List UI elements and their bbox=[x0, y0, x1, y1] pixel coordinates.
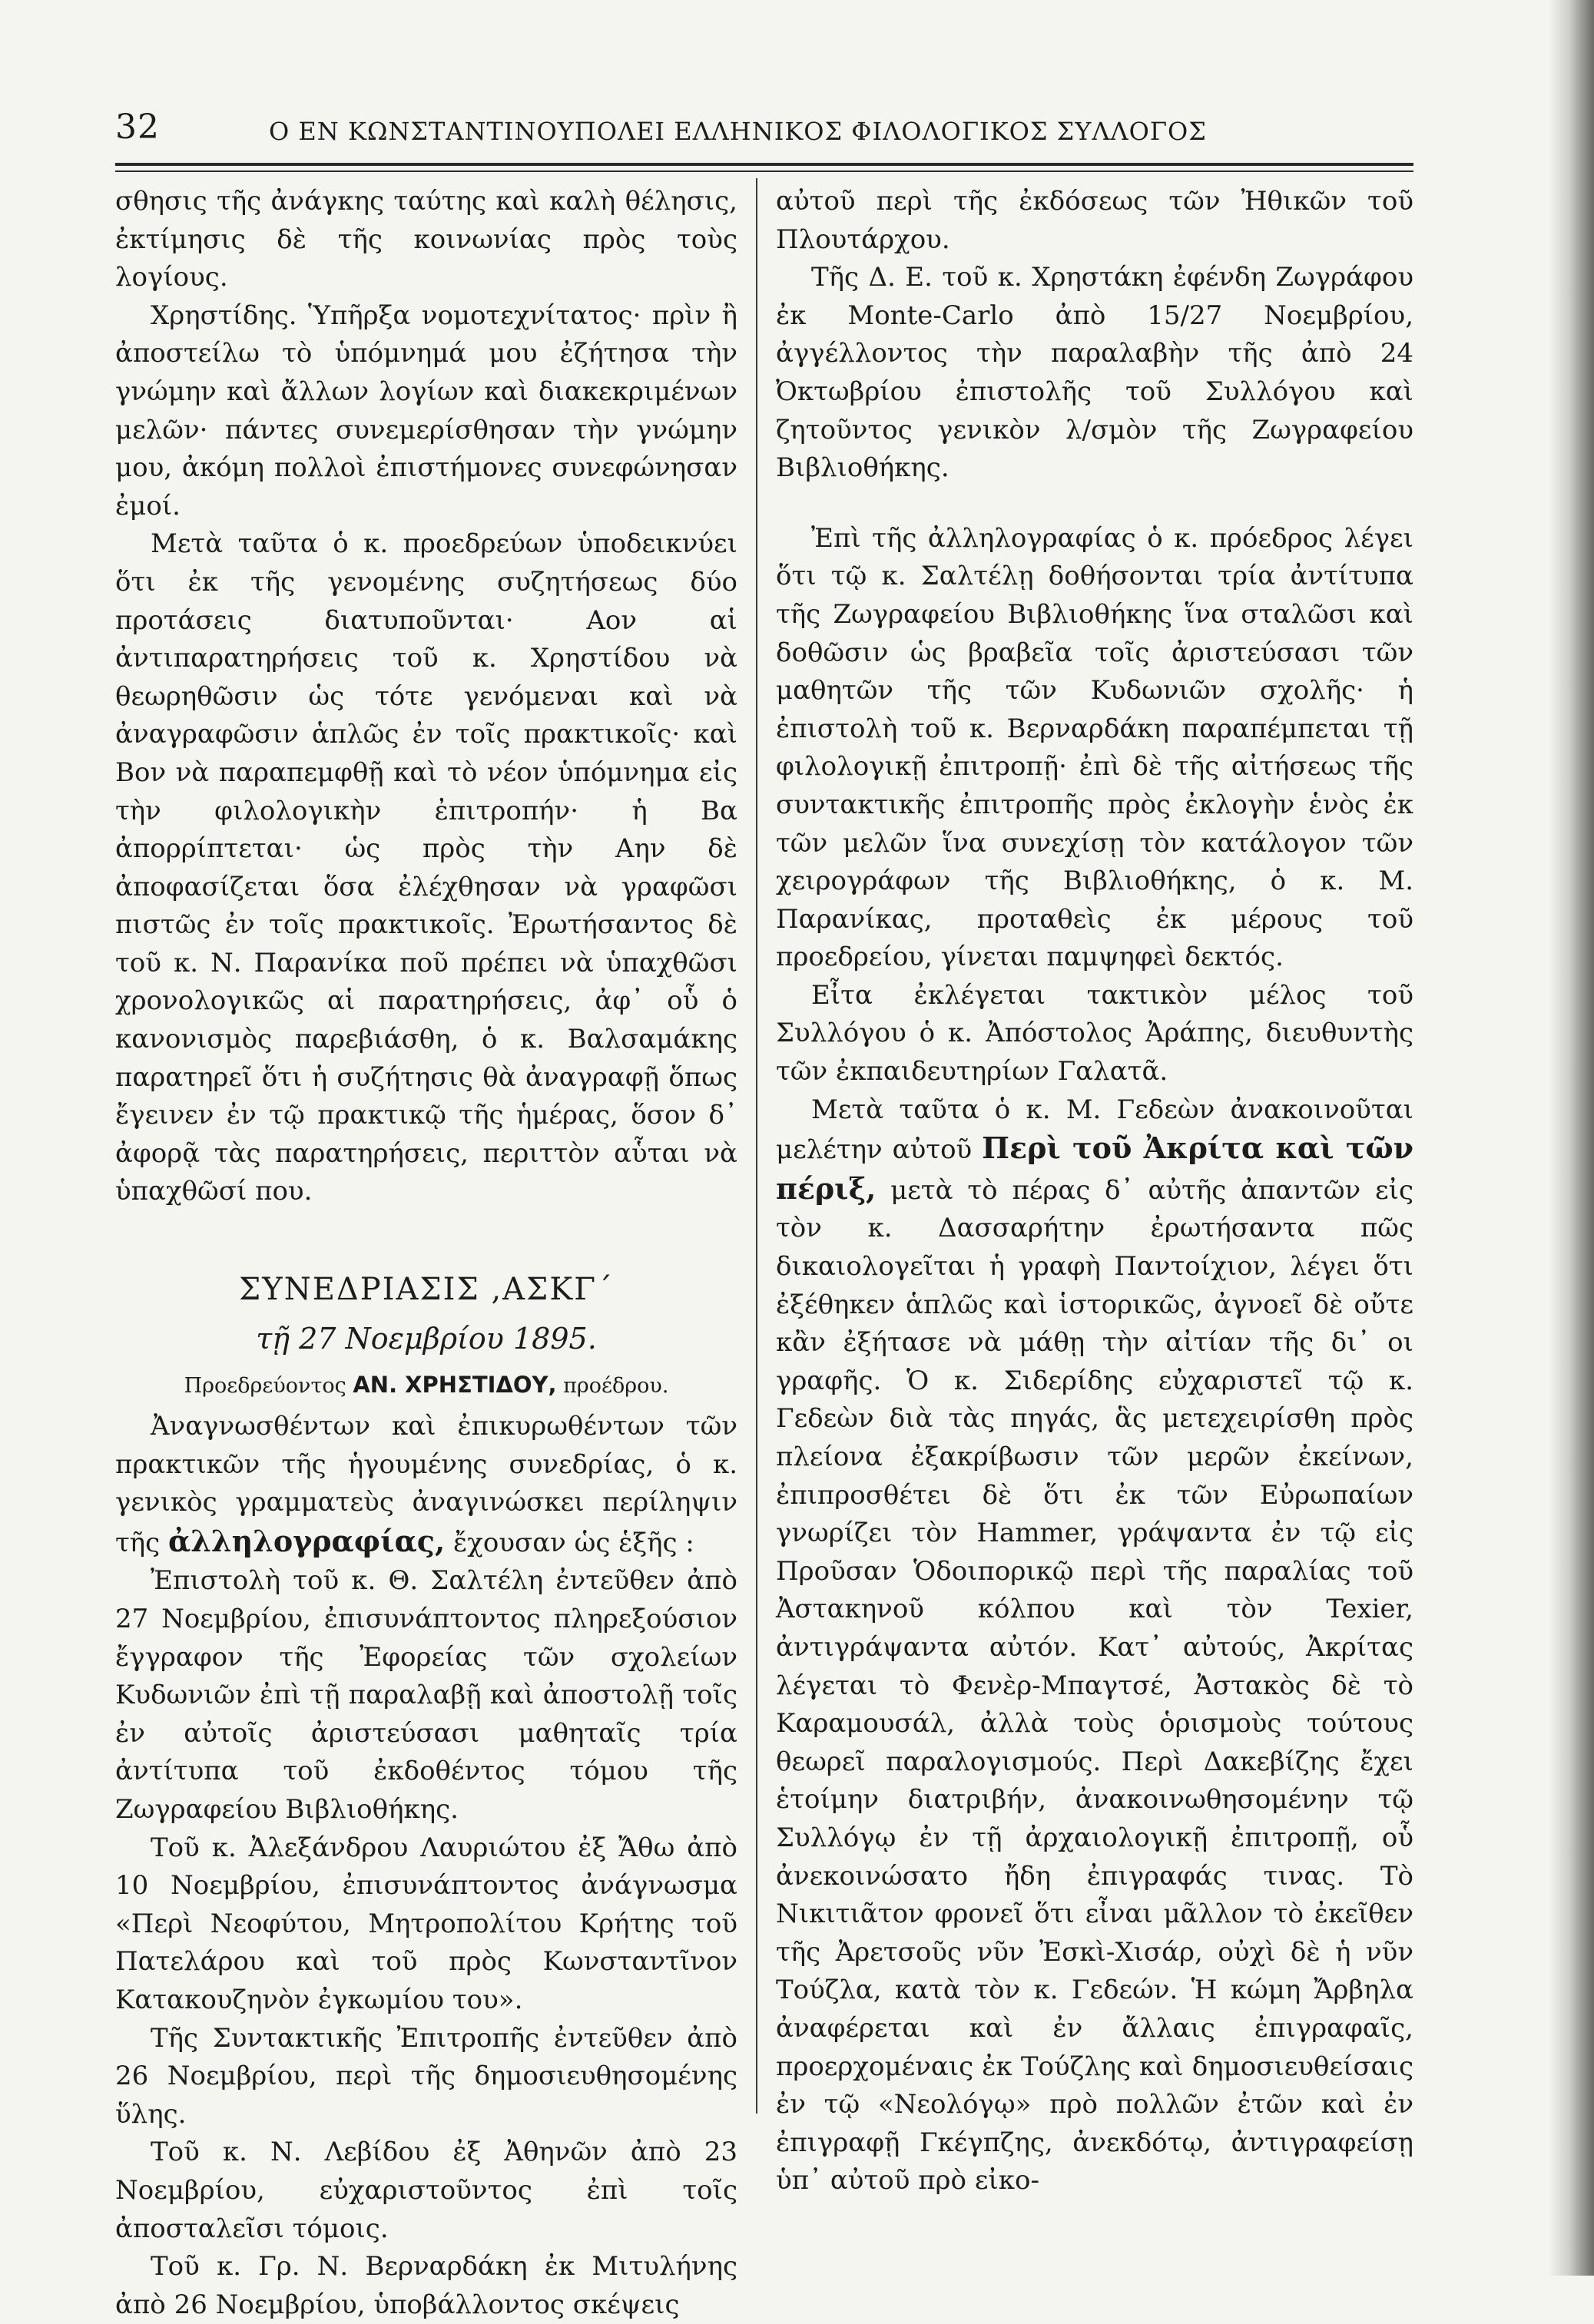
header-rule-thick bbox=[115, 163, 1413, 166]
page-number: 32 bbox=[115, 108, 160, 147]
left-column bbox=[115, 183, 737, 2324]
right-column bbox=[776, 183, 1413, 2200]
bold-title: Περὶ τοῦ Ἀκρίτα καὶ τῶν πέριξ, bbox=[776, 1131, 1413, 1206]
paragraph: Τῆς Συντακτικῆς Ἐπιτροπῆς ἐντεῦθεν ἀπὸ 26 Νοεμβρίου, περὶ τῆς δημοσιευθησομένης ὕλης. bbox=[115, 2022, 737, 2130]
session-date: τῇ 27 Νοεμβρίου 1895. bbox=[256, 1322, 597, 1356]
presiding-prefix: Προεδρεύοντος bbox=[184, 1374, 346, 1399]
page-header bbox=[115, 108, 1413, 154]
column-divider bbox=[756, 178, 757, 2114]
paragraph: αὐτοῦ περὶ τῆς ἐκδόσεως τῶν Ἠθικῶν τοῦ Πλουτάρχου. bbox=[776, 186, 1413, 255]
bold-term: ἀλληλογραφίας, bbox=[168, 1523, 446, 1558]
running-title: Ο ΕΝ ΚΩΝΣΤΑΝΤΙΝΟΥΠΟΛΕΙ ΕΛΛΗΝΙΚΟΣ ΦΙΛΟΛΟΓΙΚΟΣ ΣΥΛΛΟΓΟΣ bbox=[269, 117, 1207, 146]
text-run: μετὰ τὸ πέρας δ᾽ αὐτῆς ἀπαντῶν εἰς τὸν κ. Δασσαρήτην ἐρωτήσαντα πῶς δικαιολογεῖται ἡ γραφὴ Παντοίχιον, λέγει ὅτι ἐξέθηκεν ἁπλῶς καὶ ἱστορικῶς, ἀγνοεῖ δὲ οὔτε κἂν ἐξήτασε νὰ μάθῃ τὴν αἰτίαν τῆς δι᾽ οι γραφῆς. Ὁ κ. Σιδερίδης εὐχαριστεῖ τῷ κ. Γεδεὼν διὰ τὰς πηγάς, ἃς μετεχειρίσθη πρὸς πλείονα ἐξακρίβωσιν τῶν μερῶν ἐκείνων, ἐπιπροσθέτει δὲ ὅτι ἐκ τῶν Εὐρωπαίων γνωρίζει τὸν Hammer, γράψαντα ἐν τῷ εἰς Προῦσαν Ὁδοιπορικῷ περὶ τῆς παραλίας τοῦ Ἀστακηνοῦ κόλπου καὶ τὸν Texier, ἀντιγράψαντα αὐτόν. Κατ᾽ αὐτούς, Ἀκρίτας λέγεται τὸ Φενὲρ-Μπαγτσέ, Ἀστακὸς δὲ τὸ Καραμουσάλ, ἀλλὰ τοὺς ὁρισμοὺς τούτους θεωρεῖ παραλογισμούς. Περὶ Δακεβίζης ἔχει ἑτοίμην διατριβήν, ἀνακοινωθησομένην τῷ Συλλόγῳ ἐν τῇ ἀρχαιολογικῇ ἐπιτροπῇ, οὗ ἀνεκοινώσατο ἤδη ἐπιγραφάς τινας. Τὸ Νικιτιᾶτον φρονεῖ ὅτι εἶναι μᾶλλον τὸ ἐκεῖθεν τῆς Ἀρετσοῦς νῦν Ἐσκὶ-Χισάρ, οὐχὶ δὲ ἡ νῦν Τούζλα, κατὰ τὸν κ. Γεδεών. Ἡ κώμη Ἄρβηλα ἀναφέρεται καὶ ἐν ἄλλαις ἐπιγραφαῖς, προερχομέναις ἐκ Τούζλης καὶ δημοσιευθείσαις ἐν τῷ «Νεολόγῳ» πρὸ πολλῶν ἐτῶν καὶ ἐν ἐπιγραφῇ Γκέγπζης, ἀνεκδότῳ, ἀντιγραφείσῃ ὑπ᾽ αὐτοῦ πρὸ εἰκο- bbox=[776, 1174, 1413, 2197]
paragraph bbox=[776, 1091, 1413, 2200]
text-run: ἔχουσαν ὡς ἑξῆς : bbox=[453, 1527, 694, 1558]
header-rule-thin bbox=[115, 170, 1413, 172]
paragraph: Τοῦ κ. Γρ. Ν. Βερναρδάκη ἐκ Μιτυλήνης ἀπὸ 26 Νοεμβρίου, ὑποβάλλοντος σκέψεις bbox=[115, 2251, 737, 2320]
paragraph bbox=[115, 1408, 737, 1562]
presiding-line bbox=[115, 1363, 737, 1408]
presiding-name: ΑΝ. ΧΡΗΣΤΙΔΟΥ, bbox=[353, 1372, 557, 1399]
paragraph: σθησις τῆς ἀνάγκης ταύτης καὶ καλὴ θέλησις, ἐκτίμησις δὲ τῆς κοινωνίας πρὸς τοὺς λογίους. bbox=[115, 186, 737, 293]
paragraph: Εἶτα ἐκλέγεται τακτικὸν μέλος τοῦ Συλλόγου ὁ κ. Ἀπόστολος Ἀράπης, διευθυντὴς τῶν ἐκπαιδευτηρίων Γαλατᾶ. bbox=[776, 979, 1413, 1088]
text-run: Μετὰ ταῦτα ὁ κ. Μ. Γεδεὼν ἀνακοινοῦται μελέτην αὐτοῦ bbox=[776, 1094, 1413, 1166]
paragraph: Τοῦ κ. Ν. Λεβίδου ἐξ Ἀθηνῶν ἀπὸ 23 Νοεμβρίου, εὐχαριστοῦντος ἐπὶ τοῖς ἀποσταλεῖσι τόμοις. bbox=[115, 2137, 737, 2244]
book-spine-shadow bbox=[1548, 0, 1594, 2276]
session-heading: ΣΥΝΕΔΡΙΑΣΙΣ ,ΑΣΚΓ´ bbox=[239, 1272, 614, 1308]
paragraph: Μετὰ ταῦτα ὁ κ. προεδρεύων ὑποδεικνύει ὅτι ἐκ τῆς γενομένης συζητήσεως δύο προτάσεις διατυποῦνται· Αον αἱ ἀντιπαρατηρήσεις τοῦ κ. Χρηστίδου νὰ θεωρηθῶσιν ὡς τότε γενόμεναι καὶ νὰ ἀναγραφῶσιν ἁπλῶς ἐν τοῖς πρακτικοῖς· καὶ Βον νὰ παραπεμφθῇ καὶ τὸ νέον ὑπόμνημα εἰς τὴν φιλολογικὴν ἐπιτροπήν· ἡ Βα ἀπορρίπτεται· ὡς πρὸς τὴν Αην δὲ ἀποφασίζεται ὅσα ἐλέχθησαν νὰ γραφῶσι πιστῶς ἐν τοῖς πρακτικοῖς. Ἐρωτήσαντος δὲ τοῦ κ. Ν. Παρανίκα ποῦ πρέπει νὰ ὑπαχθῶσι χρονολογικῶς αἱ παρατηρήσεις, ἀφ᾽ οὗ ὁ κανονισμὸς παρεβιάσθη, ὁ κ. Βαλσαμάκης παρατηρεῖ ὅτι ἡ συζήτησις θὰ ἀναγραφῇ ὅπως ἔγεινεν ἐν τῷ πρακτικῷ τῆς ἡμέρας, ὅσον δ᾽ ἀφορᾷ τὰς παρατηρήσεις, περιττὸν αὗται νὰ ὑπαχθῶσί που. bbox=[115, 528, 737, 1207]
paragraph: Ἐπὶ τῆς ἀλληλογραφίας ὁ κ. πρόεδρος λέγει ὅτι τῷ κ. Σαλτέλῃ δοθήσονται τρία ἀντίτυπα τῆς Ζωγραφείου Βιβλιοθήκης ἵνα σταλῶσι καὶ δοθῶσιν ὡς βραβεῖα τοῖς ἀριστεύσασι τῶν μαθητῶν τῆς τῶν Κυδωνιῶν σχολῆς· ἡ ἐπιστολὴ τοῦ κ. Βερναρδάκη παραπέμπεται τῇ φιλολογικῇ ἐπιτροπῇ· ἐπὶ δὲ τῆς αἰτήσεως τῆς συντακτικῆς ἐπιτροπῆς πρὸς ἐκλογὴν ἑνὸς ἐκ τῶν μελῶν ἵνα συνεχίσῃ τὸν κατάλογον τῶν χειρογράφων τῆς Βιβλιοθήκης, ὁ κ. Μ. Παρανίκας, προταθεὶς ἐκ μέρους τοῦ προεδρείου, γίνεται παμψηφεὶ δεκτός. bbox=[776, 522, 1413, 973]
presiding-suffix: προέδρου. bbox=[563, 1374, 669, 1399]
paragraph: Χρηστίδης. Ὑπῆρξα νομοτεχνίτατος· πρὶν ἢ ἀποστείλω τὸ ὑπόμνημά μου ἐζήτησα τὴν γνώμην καὶ ἄλλων λογίων καὶ διακεκριμένων μελῶν· πάντες συνεμερίσθησαν τὴν γνώμην μου, ἀκόμη πολλοὶ ἐπιστήμονες συνεφώνησαν ἐμοί. bbox=[115, 300, 737, 521]
text-run: Ἀναγνωσθέντων καὶ ἐπικυρωθέντων τῶν πρακτικῶν τῆς ἡγουμένης συνεδρίας, ὁ κ. γενικὸς γραμματεὺς ἀναγινώσκει περίληψιν τῆς bbox=[115, 1411, 737, 1558]
paragraph: Ἐπιστολὴ τοῦ κ. Θ. Σαλτέλη ἐντεῦθεν ἀπὸ 27 Νοεμβρίου, ἐπισυνάπτοντος πληρεξούσιον ἔγγραφον τῆς Ἐφορείας τῶν σχολείων Κυδωνιῶν ἐπὶ τῇ παραλαβῇ καὶ ἀποστολῇ τοῖς ἐν αὐτοῖς ἀριστεύσασι μαθηταῖς τρία ἀντίτυπα τοῦ ἐκδοθέντος τόμου τῆς Ζωγραφείου Βιβλιοθήκης. bbox=[115, 1565, 737, 1825]
paragraph: Τοῦ κ. Ἀλεξάνδρου Λαυριώτου ἐξ Ἄθω ἀπὸ 10 Νοεμβρίου, ἐπισυνάπτοντος ἀνάγνωσμα «Περὶ Νεοφύτου, Μητροπολίτου Κρήτης τοῦ Πατελάρου καὶ τοῦ πρὸς Κωνσταντῖνον Κατακουζηνὸν ἐγκωμίου του». bbox=[115, 1832, 737, 2015]
paragraph: Τῆς Δ. Ε. τοῦ κ. Χρηστάκη ἐφένδη Ζωγράφου ἐκ Monte-Carlo ἀπὸ 15/27 Νοεμβρίου, ἀγγέλλοντος τὴν παραλαβὴν τῆς ἀπὸ 24 Ὀκτωβρίου ἐπιστολῆς τοῦ Συλλόγου καὶ ζητοῦντος γενικὸν λ/σμὸν τῆς Ζωγραφείου Βιβλιοθήκης. bbox=[776, 262, 1413, 484]
